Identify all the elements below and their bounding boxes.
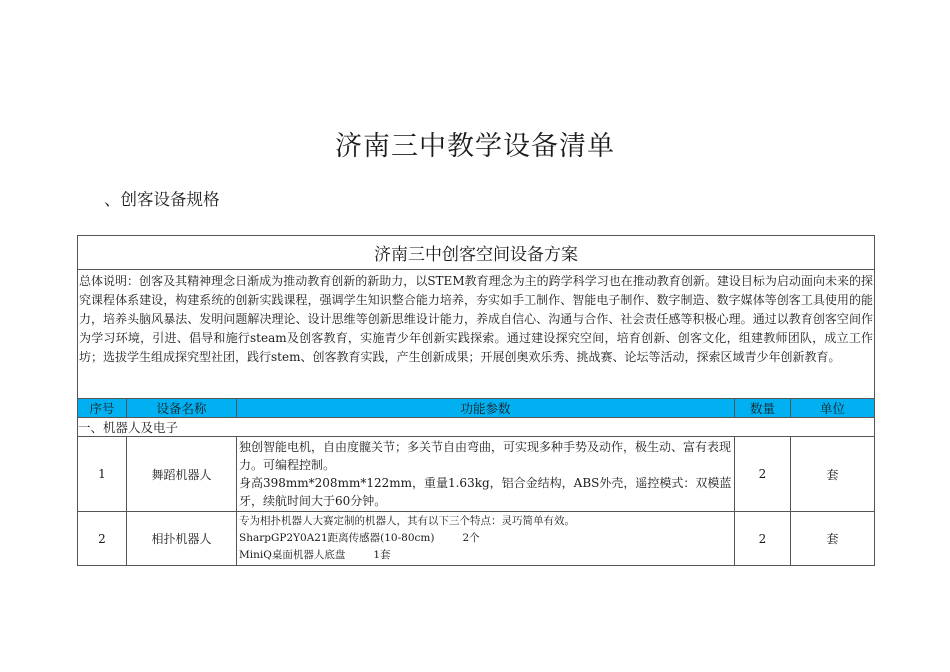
table-row [78, 512, 875, 566]
func-line: 专为相扑机器人大赛定制的机器人，其有以下三个特点：灵巧简单有效。 [239, 515, 575, 527]
summary-text: 总体说明：创客及其精神理念日渐成为推动教育创新的新助力，以STEM教育理念为主的跨学科学习也在推动教育创新。建设目标为启动面向未来的探究课程体系建设，构建系统的创新实践课程，强调学生知识整合能力培养，夯实如手工制作、智能电子制作、数字制造、数字媒体等创客工具使用的能力，培养头脑风暴法、发明问题解决理论、设计思维等创新思维设计能力，养成自信心、沟通与合作、社会责任感等积极心理。通过以教育创客空间作为学习环境，引进、倡导和施行steam及创客教育，实施青少年创新实践探索。通过建设探究空间，培育创新、创客文化，组建教师团队，成立工作坊；选拔学生组成探究型社团，践行stem、创客教育实践，产生创新成果；开展创奥欢乐秀、挑战赛、论坛等活动，探索区域青少年创新教育。 [78, 270, 875, 399]
func-item: MiniQ桌面机器人底盘 [239, 549, 346, 561]
header-unit: 单位 [791, 399, 875, 418]
header-row [78, 399, 875, 418]
row-qty: 2 [735, 512, 791, 566]
row-name: 相扑机器人 [127, 512, 237, 566]
row-unit: 套 [791, 437, 875, 512]
func-item: SharpGP2Y0A21距离传感器(10-80cm) [239, 532, 435, 544]
row-unit: 套 [791, 512, 875, 566]
header-qty: 数量 [735, 399, 791, 418]
header-name: 设备名称 [127, 399, 237, 418]
row-func [237, 437, 735, 512]
func-line: 独创智能电机，自由度髋关节；多关节自由弯曲，可实现多种手势及动作，极生动、富有表现力。可编程控制。 [239, 440, 732, 472]
equipment-table [77, 235, 875, 566]
func-line [239, 547, 732, 564]
func-line: 身高398mm*208mm*122mm，重量1.63kg，铝合金结构，ABS外壳，遥控模式：双模蓝牙，续航时间大于60分钟。 [239, 476, 732, 508]
row-func [237, 512, 735, 566]
row-name: 舞蹈机器人 [127, 437, 237, 512]
func-item-qty: 2个 [462, 532, 480, 544]
plan-title: 济南三中创客空间设备方案 [78, 236, 875, 270]
table-row [78, 437, 875, 512]
category-row: 一、机器人及电子 [78, 418, 875, 437]
header-func: 功能参数 [237, 399, 735, 418]
header-no: 序号 [78, 399, 127, 418]
func-line [239, 530, 732, 547]
section-heading: 、创客设备规格 [104, 190, 220, 209]
document-title: 济南三中教学设备清单 [335, 131, 615, 162]
row-no: 2 [78, 512, 127, 566]
func-item-qty: 1套 [373, 549, 391, 561]
row-qty: 2 [735, 437, 791, 512]
row-no: 1 [78, 437, 127, 512]
